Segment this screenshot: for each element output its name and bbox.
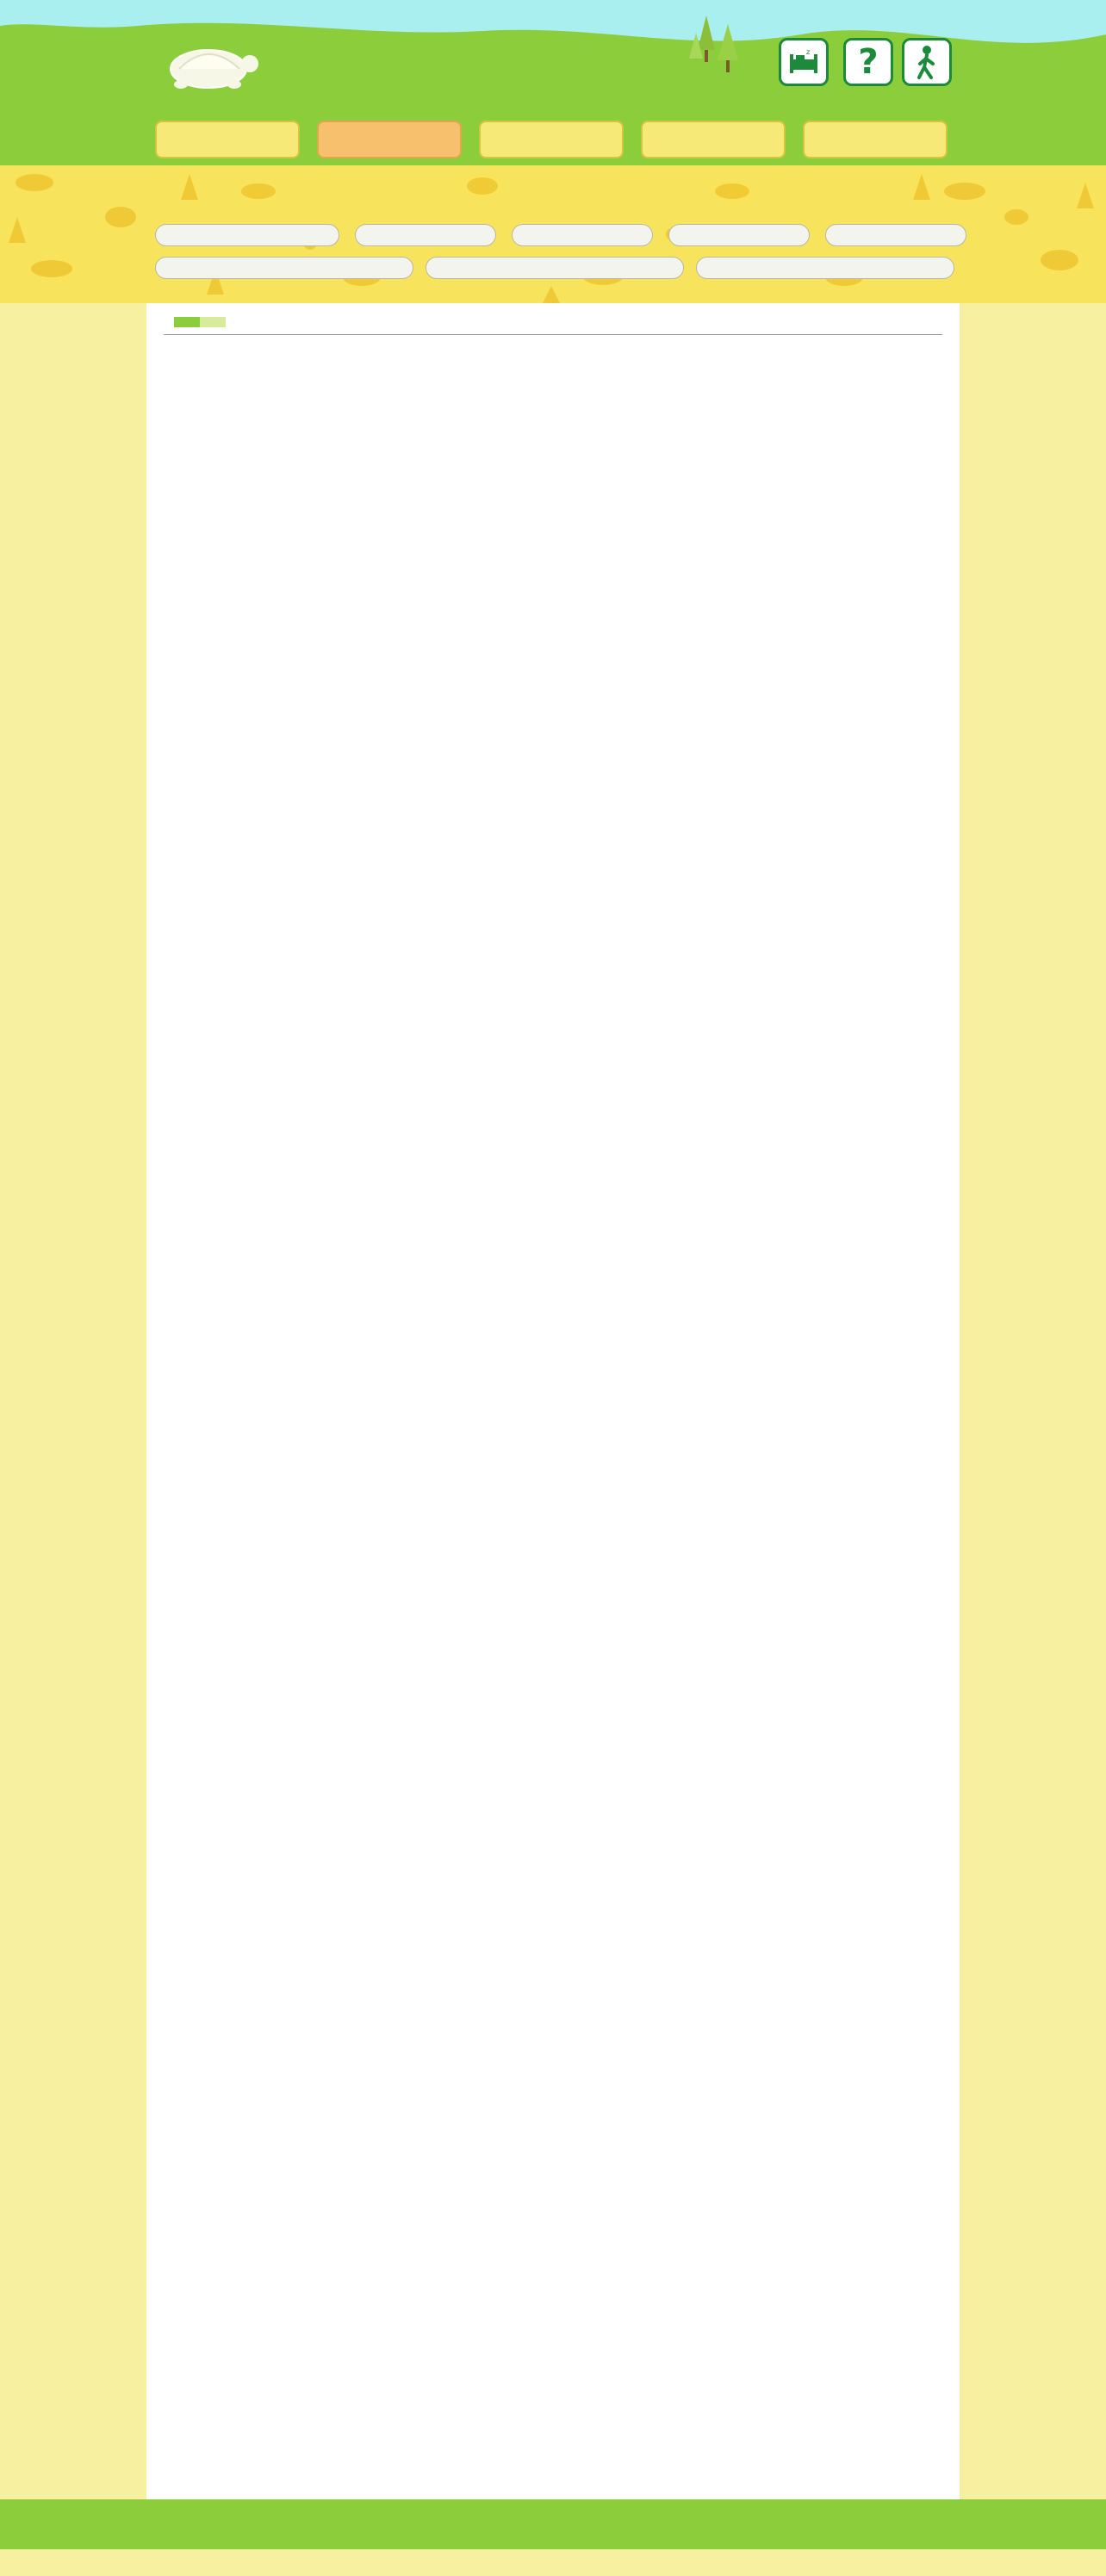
section-heading bbox=[164, 317, 942, 327]
subnav-fees[interactable] bbox=[512, 224, 653, 246]
subnav-facility[interactable] bbox=[355, 224, 496, 246]
nav-overnight[interactable] bbox=[479, 121, 624, 158]
nav-home[interactable] bbox=[155, 121, 300, 158]
site-header bbox=[0, 0, 1106, 165]
turtle-logo-icon bbox=[155, 31, 267, 91]
subnav-downloads[interactable] bbox=[426, 257, 684, 279]
subnav-staff[interactable] bbox=[668, 224, 810, 246]
trees-decoration-icon bbox=[689, 16, 749, 76]
site-footer bbox=[0, 2499, 1106, 2549]
sub-nav-row-1 bbox=[155, 224, 966, 246]
sub-nav-row-2 bbox=[155, 257, 954, 279]
hero-banner bbox=[0, 165, 1106, 303]
subnav-access[interactable] bbox=[696, 257, 954, 279]
svg-text:z: z bbox=[806, 48, 811, 56]
subnav-meals[interactable] bbox=[825, 224, 966, 246]
divider bbox=[164, 334, 942, 335]
main-content bbox=[146, 303, 960, 2499]
subnav-about[interactable] bbox=[155, 224, 339, 246]
nav-events[interactable] bbox=[803, 121, 948, 158]
nav-day-trip[interactable] bbox=[641, 121, 786, 158]
main-nav bbox=[155, 121, 948, 158]
access-link[interactable] bbox=[901, 38, 953, 90]
question-icon: ? bbox=[843, 38, 893, 86]
vacancy-status-link[interactable] bbox=[778, 38, 830, 90]
heading-bar-light bbox=[200, 317, 226, 327]
nav-basic-info[interactable] bbox=[317, 121, 462, 158]
bed-icon bbox=[779, 38, 829, 86]
heading-bar-dark bbox=[174, 317, 200, 327]
walking-person-icon bbox=[902, 38, 952, 86]
subnav-rental[interactable] bbox=[155, 257, 413, 279]
contact-link[interactable] bbox=[842, 38, 894, 90]
